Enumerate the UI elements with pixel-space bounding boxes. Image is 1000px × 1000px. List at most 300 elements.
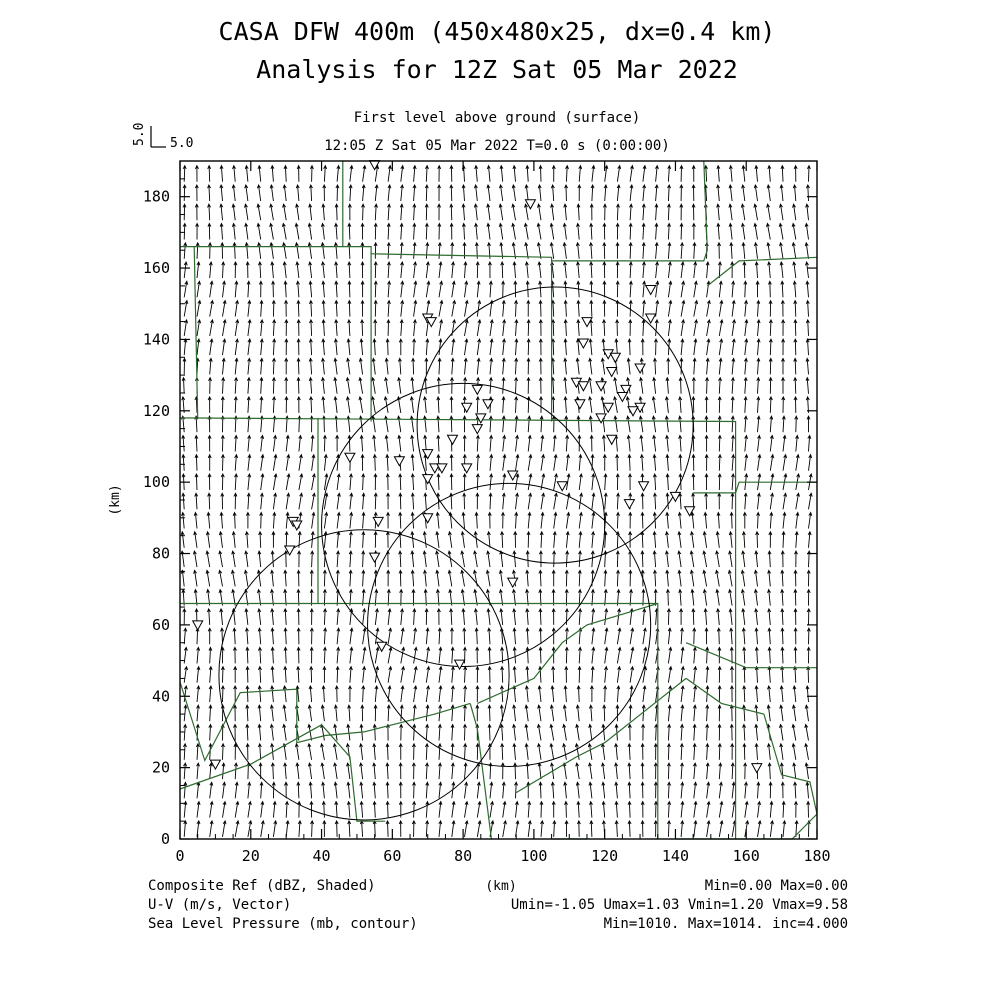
wind-vector xyxy=(373,763,376,779)
wind-vector xyxy=(703,590,706,606)
y-tick-label: 80 xyxy=(151,544,170,563)
wind-vector xyxy=(805,744,809,760)
wind-vector xyxy=(717,609,720,625)
wind-vector xyxy=(258,705,261,721)
wind-vector xyxy=(642,224,645,240)
wind-vector xyxy=(425,166,428,182)
wind-vector xyxy=(565,647,568,663)
wind-vector xyxy=(298,821,301,837)
wind-vector xyxy=(223,802,227,818)
x-tick-label: 180 xyxy=(803,847,831,865)
wind-vector xyxy=(197,281,201,297)
wind-vector xyxy=(589,725,592,741)
wind-vector xyxy=(643,609,646,625)
wind-vector xyxy=(755,686,758,702)
wind-vector xyxy=(592,532,595,548)
wind-vector xyxy=(283,686,286,702)
wind-vector xyxy=(526,551,529,567)
wind-vector xyxy=(183,358,186,374)
station-marker xyxy=(462,403,472,412)
wind-vector xyxy=(541,455,545,471)
wind-vector xyxy=(335,262,338,278)
wind-vector xyxy=(550,705,553,721)
wind-vector xyxy=(463,474,466,490)
wind-vector xyxy=(731,474,734,490)
wind-vector xyxy=(206,532,209,548)
wind-vector xyxy=(694,339,697,355)
wind-vector xyxy=(386,532,389,548)
wind-vector xyxy=(386,474,389,490)
wind-vector xyxy=(681,262,684,278)
county-boundary xyxy=(180,418,318,604)
wind-vector xyxy=(296,262,299,278)
wind-vector xyxy=(308,763,311,779)
wind-vector xyxy=(678,532,681,548)
wind-vector xyxy=(681,782,684,798)
wind-vector xyxy=(512,185,515,201)
wind-vector xyxy=(513,744,516,760)
wind-vector xyxy=(311,821,314,837)
wind-vector xyxy=(807,802,810,818)
wind-vector xyxy=(309,686,312,702)
wind-vector xyxy=(796,455,799,471)
wind-vector xyxy=(681,281,685,297)
wind-vector xyxy=(576,782,579,798)
wind-vector xyxy=(489,281,492,297)
wind-vector xyxy=(793,686,796,702)
wind-vector xyxy=(477,320,481,336)
wind-vector xyxy=(681,301,685,317)
wind-vector xyxy=(792,243,796,259)
wind-vector xyxy=(654,339,657,355)
wind-vector xyxy=(486,570,490,586)
x-tick-label: 120 xyxy=(591,847,619,865)
station-marker xyxy=(423,475,433,484)
wind-vector xyxy=(667,763,670,779)
station-marker xyxy=(373,517,383,526)
county-boundary xyxy=(470,703,491,839)
wind-vector xyxy=(526,647,529,663)
wind-vector xyxy=(693,647,696,663)
wind-vector xyxy=(464,744,467,760)
wind-vector xyxy=(692,609,695,625)
wind-vector xyxy=(297,647,300,663)
wind-vector xyxy=(680,725,683,741)
x-tick-label: 80 xyxy=(454,847,473,865)
wind-vector xyxy=(235,378,238,394)
wind-vector xyxy=(451,763,454,779)
wind-vector xyxy=(361,243,364,259)
wind-vector xyxy=(781,301,784,317)
wind-vector xyxy=(362,686,365,702)
wind-vector xyxy=(286,513,289,529)
wind-vector xyxy=(335,281,338,297)
wind-vector xyxy=(602,725,605,741)
wind-vector xyxy=(617,513,620,529)
wind-vector xyxy=(667,821,670,837)
wind-vector xyxy=(488,628,491,644)
wind-vector xyxy=(426,725,429,741)
wind-vector xyxy=(451,647,454,663)
wind-vector xyxy=(310,667,313,683)
wind-vector xyxy=(617,204,620,220)
wind-vector xyxy=(706,358,709,374)
wind-vector xyxy=(259,281,262,297)
wind-vector xyxy=(285,378,288,394)
wind-vector xyxy=(257,185,260,201)
wind-vector xyxy=(514,281,517,297)
wind-vector xyxy=(348,224,351,240)
wind-vector xyxy=(729,185,732,201)
wind-vector xyxy=(742,166,745,182)
wind-vector xyxy=(793,281,796,297)
wind-vector xyxy=(271,570,274,586)
wind-vector xyxy=(310,185,313,201)
wind-vector xyxy=(310,609,313,625)
wind-vector xyxy=(220,609,223,625)
wind-vector xyxy=(309,204,312,220)
wind-vector xyxy=(769,339,772,355)
wind-vector xyxy=(450,204,453,220)
wind-vector xyxy=(730,667,733,683)
wind-vector xyxy=(757,397,760,413)
wind-vector xyxy=(692,455,695,471)
wind-vector xyxy=(426,686,429,702)
wind-vector xyxy=(719,339,722,355)
wind-vector xyxy=(438,185,441,201)
wind-vector xyxy=(362,551,365,567)
wind-vector xyxy=(794,570,797,586)
wind-vector xyxy=(525,725,528,741)
wind-vector xyxy=(260,513,263,529)
wind-vector xyxy=(602,763,605,779)
wind-vector xyxy=(589,705,592,721)
wind-vector xyxy=(629,243,632,259)
wind-vector xyxy=(426,339,429,355)
wind-vector xyxy=(375,647,379,663)
wind-vector xyxy=(346,378,350,394)
wind-vector xyxy=(704,609,707,625)
wind-vector xyxy=(439,686,442,702)
wind-vector xyxy=(782,378,785,394)
wind-vector xyxy=(411,474,414,490)
wind-vector xyxy=(438,224,441,240)
wind-vector xyxy=(755,628,758,644)
wind-vector xyxy=(398,436,401,452)
wind-vector xyxy=(668,782,671,798)
wind-vector xyxy=(502,397,505,413)
wind-vector xyxy=(538,705,541,721)
wind-vector xyxy=(641,532,644,548)
wind-vector xyxy=(590,243,593,259)
wind-vector xyxy=(576,243,579,259)
wind-vector xyxy=(591,667,594,683)
wind-vector xyxy=(643,628,647,644)
wind-vector xyxy=(565,185,568,201)
wind-vector xyxy=(361,455,364,471)
wind-vector xyxy=(234,397,237,413)
wind-vector xyxy=(246,513,249,529)
wind-vector xyxy=(668,802,671,818)
wind-vector xyxy=(617,686,620,702)
wind-vector xyxy=(245,609,248,625)
wind-vector xyxy=(719,782,722,798)
wind-vector xyxy=(207,513,210,529)
y-tick-label: 40 xyxy=(151,687,170,706)
wind-vector xyxy=(781,166,784,182)
wind-vector xyxy=(525,262,528,278)
wind-vector xyxy=(235,802,239,818)
wind-vector xyxy=(312,513,315,529)
wind-vector xyxy=(527,532,530,548)
chart-title-line2: Analysis for 12Z Sat 05 Mar 2022 xyxy=(256,55,738,84)
wind-vector xyxy=(438,204,441,220)
wind-vector xyxy=(285,532,288,548)
y-axis-label: (km) xyxy=(108,484,123,516)
wind-vector xyxy=(732,782,735,798)
wind-vector xyxy=(248,358,251,374)
wind-vector xyxy=(413,166,416,182)
wind-vector xyxy=(629,224,632,240)
wind-vector xyxy=(769,358,772,374)
wind-vector xyxy=(539,782,542,798)
wind-vector xyxy=(475,628,478,644)
wind-vector xyxy=(553,551,556,567)
wind-vector xyxy=(668,667,672,683)
wind-vector xyxy=(563,763,566,779)
wind-vector xyxy=(666,378,669,394)
wind-vector xyxy=(680,185,683,201)
wind-vector xyxy=(550,744,554,760)
wind-vector xyxy=(450,455,453,471)
wind-vector xyxy=(373,725,376,741)
wind-vector xyxy=(465,339,468,355)
wind-vector xyxy=(755,725,758,741)
wind-vector xyxy=(183,744,186,760)
wind-vector xyxy=(310,320,313,336)
wind-vector xyxy=(184,628,187,644)
wind-vector xyxy=(513,667,516,683)
wind-vector xyxy=(539,339,542,355)
wind-vector xyxy=(197,802,200,818)
wind-vector xyxy=(374,474,377,490)
wind-vector xyxy=(563,744,567,760)
wind-vector xyxy=(490,320,493,336)
wind-vector xyxy=(538,185,541,201)
station-marker xyxy=(525,200,535,209)
wind-vector xyxy=(502,416,505,432)
wind-vector xyxy=(640,378,643,394)
wind-vector xyxy=(423,416,426,432)
wind-vector xyxy=(565,821,568,837)
wind-vector xyxy=(527,378,530,394)
wind-vector xyxy=(208,628,211,644)
x-tick-label: 0 xyxy=(175,847,185,865)
wind-vector xyxy=(563,725,567,741)
wind-vector xyxy=(348,301,351,317)
chart-timestamp: 12:05 Z Sat 05 Mar 2022 T=0.0 s (0:00:00) xyxy=(324,138,670,154)
wind-vector xyxy=(781,667,784,683)
wind-vector xyxy=(808,532,811,548)
wind-vector xyxy=(272,782,275,798)
station-marker xyxy=(578,382,588,391)
wind-vector xyxy=(271,667,274,683)
wind-vector xyxy=(758,821,762,837)
wind-vector xyxy=(579,474,582,490)
wind-vector xyxy=(210,821,213,837)
wind-vector xyxy=(757,378,760,394)
wind-vector xyxy=(388,667,392,683)
wind-vector xyxy=(387,493,390,509)
wind-vector xyxy=(707,802,710,818)
wind-vector xyxy=(297,339,300,355)
wind-vector xyxy=(197,667,200,683)
wind-vector xyxy=(680,224,683,240)
wind-vector xyxy=(411,493,414,509)
wind-vector xyxy=(221,493,224,509)
wind-vector xyxy=(360,782,363,798)
wind-vector xyxy=(628,744,631,760)
wind-vector xyxy=(681,628,684,644)
wind-vector xyxy=(285,782,288,798)
wind-vector xyxy=(512,204,516,220)
wind-vector xyxy=(476,493,479,509)
wind-vector xyxy=(414,628,417,644)
wind-vector xyxy=(719,281,722,297)
wind-vector xyxy=(247,397,250,413)
wind-vector xyxy=(451,725,454,741)
wind-vector xyxy=(322,358,325,374)
wind-vector xyxy=(208,474,211,490)
wind-vector xyxy=(450,185,453,201)
station-marker xyxy=(483,400,493,409)
wind-vector xyxy=(401,166,404,182)
wind-vector xyxy=(589,358,592,374)
wind-vector xyxy=(603,705,606,721)
wind-vector xyxy=(500,686,503,702)
wind-vector xyxy=(182,493,185,509)
wind-vector xyxy=(743,667,746,683)
wind-vector xyxy=(437,474,440,490)
wind-vector xyxy=(360,339,363,355)
wind-vector xyxy=(540,397,543,413)
wind-vector xyxy=(805,224,808,240)
wind-vector xyxy=(235,301,238,317)
wind-vector xyxy=(500,609,503,625)
wind-vector xyxy=(641,493,644,509)
wind-vector xyxy=(767,705,770,721)
wind-vector xyxy=(387,243,390,259)
wind-vector xyxy=(296,763,299,779)
range-ring xyxy=(322,383,605,666)
wind-vector xyxy=(668,224,671,240)
wind-vector xyxy=(397,416,400,432)
wind-vector xyxy=(425,204,428,220)
wind-vector xyxy=(502,301,505,317)
wind-vector xyxy=(780,725,784,741)
wind-vector xyxy=(640,455,643,471)
wind-vector xyxy=(502,378,505,394)
wind-vector xyxy=(423,551,426,567)
wind-vector xyxy=(194,570,197,586)
wind-vector xyxy=(655,204,658,220)
wind-vector xyxy=(652,416,655,432)
wind-vector xyxy=(323,570,326,586)
wind-vector xyxy=(321,763,325,779)
wind-vector xyxy=(603,281,606,297)
wind-vector xyxy=(334,397,337,413)
wind-vector xyxy=(514,763,517,779)
wind-vector xyxy=(490,358,493,374)
wind-vector xyxy=(552,570,555,586)
wind-vector xyxy=(210,281,213,297)
wind-vector xyxy=(374,705,377,721)
wind-vector xyxy=(310,166,313,182)
wind-vector xyxy=(337,474,340,490)
wind-vector xyxy=(235,455,238,471)
wind-vector xyxy=(362,570,365,586)
wind-vector xyxy=(399,782,402,798)
wind-vector xyxy=(297,301,300,317)
wind-vector xyxy=(387,513,390,529)
wind-vector xyxy=(806,378,809,394)
wind-vector xyxy=(706,667,709,683)
wind-vector xyxy=(579,455,582,471)
wind-vector xyxy=(465,821,469,837)
wind-vector xyxy=(730,725,733,741)
wind-vector xyxy=(503,802,506,818)
wind-vector xyxy=(604,185,607,201)
wind-vector xyxy=(401,647,405,663)
wind-vector xyxy=(503,320,506,336)
wind-vector xyxy=(270,725,273,741)
wind-vector xyxy=(541,493,545,509)
wind-vector xyxy=(322,262,325,278)
wind-vector xyxy=(373,782,376,798)
wind-vector xyxy=(273,474,277,490)
wind-vector xyxy=(755,262,758,278)
wind-vector xyxy=(806,281,809,297)
wind-vector xyxy=(181,532,184,548)
wind-vector xyxy=(768,281,771,297)
wind-vector xyxy=(653,378,656,394)
wind-vector xyxy=(246,647,249,663)
wind-vector xyxy=(193,551,197,567)
wind-vector xyxy=(552,397,555,413)
wind-vector xyxy=(554,493,558,509)
wind-vector xyxy=(271,686,274,702)
wind-vector xyxy=(525,705,528,721)
wind-vector xyxy=(617,166,620,182)
wind-vector xyxy=(528,416,531,432)
wind-vector xyxy=(233,243,236,259)
plot-frame xyxy=(180,161,817,839)
wind-vector xyxy=(796,493,800,509)
wind-vector xyxy=(362,532,365,548)
wind-vector xyxy=(208,185,211,201)
wind-vector xyxy=(235,339,238,355)
wind-vector xyxy=(220,166,223,182)
wind-vector xyxy=(387,570,390,586)
wind-vector xyxy=(744,378,747,394)
station-marker xyxy=(582,318,592,327)
station-marker xyxy=(610,353,620,362)
wind-vector xyxy=(413,224,416,240)
wind-vector xyxy=(412,763,415,779)
wind-vector xyxy=(668,686,671,702)
wind-vector xyxy=(398,378,401,394)
wind-vector xyxy=(233,628,236,644)
